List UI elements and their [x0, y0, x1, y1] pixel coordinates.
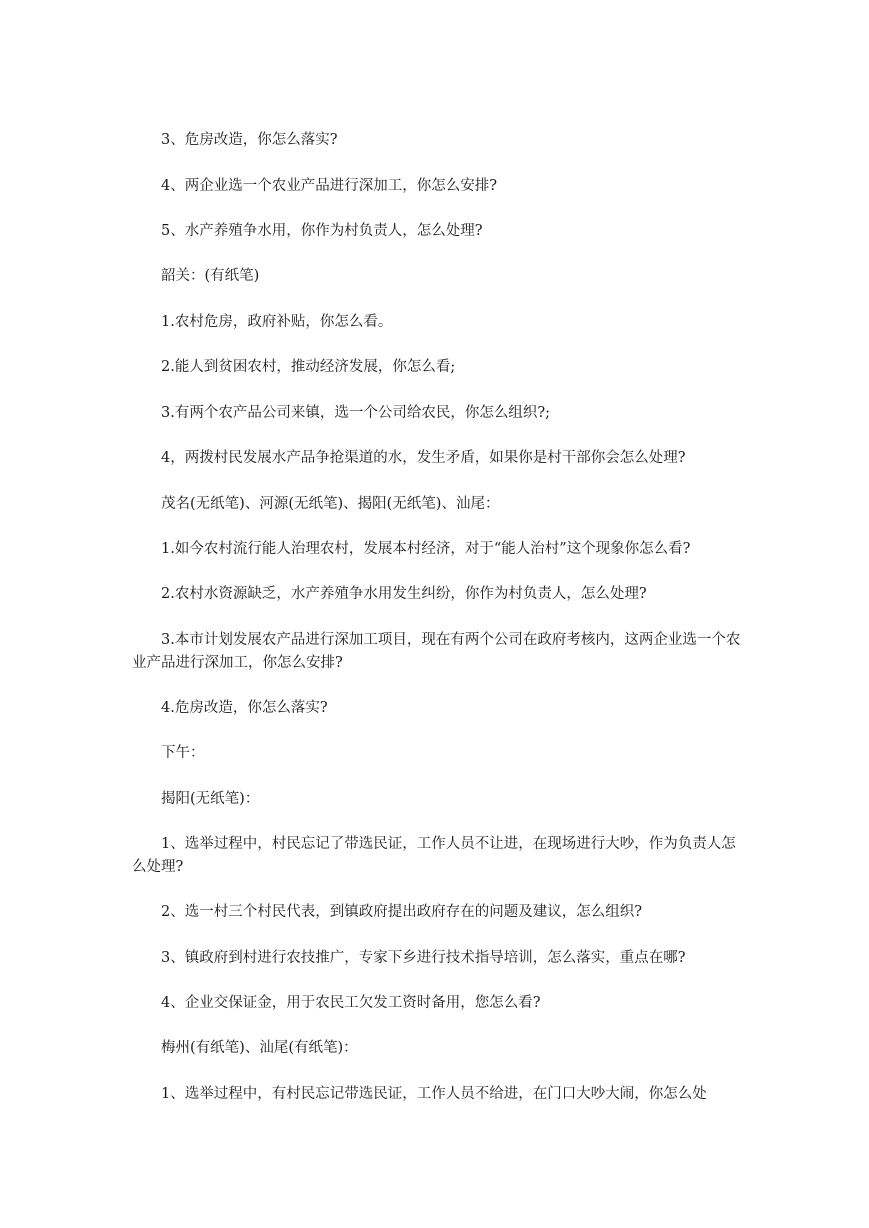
paragraph: 1、选举过程中，村民忘记了带选民证，工作人员不让进，在现场进行大吵，作为负责人怎么处理? — [132, 836, 736, 875]
paragraph: 1、选举过程中，有村民忘记带选民证，工作人员不给进，在门口大吵大闹，你怎么处 — [161, 1086, 707, 1102]
paragraph: 3、镇政府到村进行农技推广，专家下乡进行技术指导培训，怎么落实，重点在哪? — [161, 950, 686, 966]
section-heading: 揭阳(无纸笔)： — [161, 791, 260, 807]
paragraph: 2.农村水资源缺乏，水产养殖争水用发生纠纷，你作为村负责人，怎么处理? — [161, 586, 647, 602]
paragraph: 1.农村危房，政府补贴，你怎么看。 — [161, 314, 393, 330]
paragraph: 3.本市计划发展农产品进行深加工项目，现在有两个公司在政府考核内，这两企业选一个农业产品进行深加工，你怎么安排? — [132, 632, 741, 671]
section-heading: 下午： — [161, 745, 205, 761]
paragraph: 4、两企业选一个农业产品进行深加工，你怎么安排? — [161, 178, 497, 194]
paragraph: 4、企业交保证金，用于农民工欠发工资时备用，您怎么看? — [161, 995, 541, 1011]
section-heading: 韶关：(有纸笔) — [161, 268, 260, 284]
section-heading: 茂名(无纸笔)、河源(无纸笔)、揭阳(无纸笔)、汕尾： — [161, 496, 500, 512]
paragraph: 2.能人到贫困农村，推动经济发展，你怎么看; — [161, 359, 456, 375]
paragraph: 4，两拨村民发展水产品争抢渠道的水，发生矛盾，如果你是村干部你会怎么处理? — [161, 450, 686, 466]
paragraph: 3、危房改造，你怎么落实? — [161, 132, 338, 148]
paragraph: 3.有两个农产品公司来镇，选一个公司给农民，你怎么组织?; — [161, 405, 550, 421]
paragraph: 2、选一村三个村民代表，到镇政府提出政府存在的问题及建议，怎么组织? — [161, 904, 642, 920]
paragraph: 4.危房改造，你怎么落实? — [161, 700, 328, 716]
paragraph: 5、水产养殖争水用，你作为村负责人，怎么处理? — [161, 223, 483, 239]
section-heading: 梅州(有纸笔)、汕尾(有纸笔)： — [161, 1040, 358, 1056]
paragraph: 1.如今农村流行能人治理农村，发展本村经济，对于“能人治村”这个现象你怎么看? — [161, 541, 691, 557]
